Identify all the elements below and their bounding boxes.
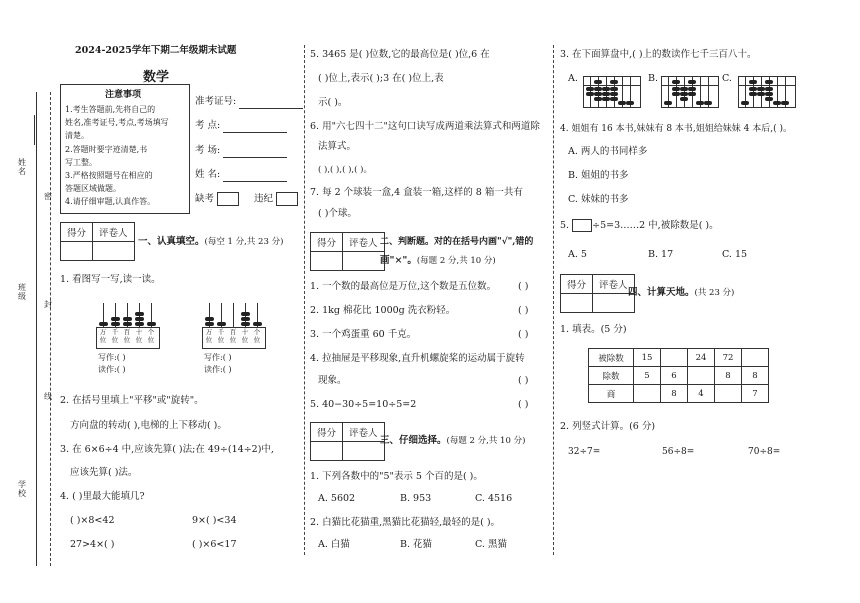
vertical-calc-c[interactable]: 70÷8= — [748, 447, 781, 457]
grader-label: 评卷人 — [343, 423, 385, 442]
table-cell[interactable] — [688, 367, 715, 385]
table-cell[interactable] — [715, 385, 742, 403]
grader-label: 评卷人 — [593, 275, 635, 294]
q4-text: 4. ( )里最大能填几? — [60, 491, 145, 502]
table-cell[interactable] — [661, 349, 688, 367]
abacus-option-a — [583, 76, 641, 108]
q6-answers[interactable]: ( ),( ),( ),( )。 — [318, 165, 372, 175]
table-cell[interactable]: 15 — [634, 349, 661, 367]
grader-cell[interactable] — [93, 242, 135, 261]
judge-3: 3. 一个鸡蛋重 60 千克。 — [310, 329, 417, 340]
seal-mark-3: 线 — [44, 392, 52, 401]
table-cell[interactable] — [742, 349, 769, 367]
abacus-label: 十位 — [135, 328, 143, 344]
seal-mark-2: 封 — [44, 300, 52, 309]
absent-checkbox[interactable] — [217, 192, 239, 206]
table-cell: 商 — [589, 385, 634, 403]
section-4-heading: 四、计算天地。(共 23 分) — [628, 287, 735, 298]
judge-4-answer[interactable]: ( ) — [518, 375, 529, 386]
q5-text: 5. 3465 是( )位数,它的最高位是( )位,6 在 — [310, 49, 490, 60]
abacus-label: 万位 — [99, 328, 107, 344]
choice-4-option-b[interactable]: B. 姐姐的书多 — [568, 170, 629, 181]
margin-label-school: 学校 — [18, 480, 26, 498]
judge-1: 1. 一个数的最高位是万位,这个数是五位数。 — [310, 281, 497, 292]
dividend-box[interactable] — [572, 219, 592, 232]
abacus-option-c — [738, 76, 796, 108]
q4-item-c[interactable]: 27>4×( ) — [70, 539, 115, 550]
exam-title: 2024-2025学年下期二年级期末试题 — [75, 45, 237, 56]
abacus-2 — [202, 303, 268, 349]
seal-line — [50, 92, 51, 566]
q6-line-2: 法算式。 — [318, 141, 357, 152]
q1-text: 1. 看图写一写,读一读。 — [60, 274, 161, 285]
absent-label: 缺考 — [195, 192, 239, 207]
table-cell[interactable]: 24 — [688, 349, 715, 367]
table-cell[interactable]: 5 — [634, 367, 661, 385]
choice-5-option-c[interactable]: C. 15 — [722, 249, 748, 260]
notice-lines — [65, 103, 169, 209]
table-cell[interactable]: 6 — [661, 367, 688, 385]
subject-title: 数学 — [143, 70, 170, 85]
table-cell[interactable]: 8 — [661, 385, 688, 403]
abacus-1-answers — [98, 352, 125, 376]
choice-2-option-b[interactable]: B. 花猫 — [400, 539, 433, 550]
score-table-3 — [310, 422, 385, 461]
section-2-heading: 二、判断题。对的在括号内画"√",错的 — [380, 237, 534, 247]
table-cell[interactable]: 4 — [688, 385, 715, 403]
column-divider-2 — [553, 45, 554, 555]
choice-5-option-b[interactable]: B. 17 — [648, 249, 674, 260]
choice-3-option-c[interactable]: C. — [722, 73, 732, 84]
score-table-2 — [310, 232, 385, 271]
site-field[interactable] — [223, 122, 287, 133]
score-cell[interactable] — [311, 442, 343, 461]
notice-line: 1.考生答题前,先将自己的 — [65, 105, 156, 114]
choice-3-option-a[interactable]: A. — [568, 73, 578, 84]
abacus-label: 万位 — [205, 328, 213, 344]
write-blank[interactable]: 写作:( ) — [98, 353, 126, 362]
judge-5: 5. 40−30÷5=10÷5=2 — [310, 399, 417, 410]
grader-label: 评卷人 — [343, 233, 385, 252]
notice-title: 注意事项 — [105, 90, 142, 100]
table-cell[interactable] — [634, 385, 661, 403]
q4-item-d[interactable]: ( )×6<17 — [192, 539, 237, 550]
score-cell[interactable] — [311, 252, 343, 271]
q4-item-a[interactable]: ( )×8<42 — [70, 515, 115, 526]
choice-1-option-b[interactable]: B. 953 — [400, 493, 432, 504]
judge-3-answer[interactable]: ( ) — [518, 329, 529, 340]
score-label: 得分 — [311, 233, 343, 252]
room-label: 考 场: — [195, 144, 287, 158]
section-2-heading-2: 画"×"。(每题 2 分,共 10 分) — [380, 255, 496, 266]
q7-text: 7. 每 2 个球装一盒,4 盒装一箱,这样的 8 箱一共有 — [310, 187, 523, 198]
exam-no-field[interactable] — [239, 98, 303, 109]
q2-text: 2. 在括号里填上"平移"或"旋转"。 — [60, 395, 204, 406]
table-cell[interactable]: 7 — [742, 385, 769, 403]
abacus-label: 十位 — [241, 328, 249, 344]
abacus-label: 个位 — [253, 328, 261, 344]
choice-5-option-a[interactable]: A. 5 — [568, 249, 587, 260]
grader-cell[interactable] — [343, 442, 385, 461]
grader-label: 评卷人 — [93, 223, 135, 242]
judge-2-answer[interactable]: ( ) — [518, 305, 529, 316]
choice-3: 3. 在下面算盘中,( )上的数读作七千三百八十。 — [560, 49, 757, 60]
name-label: 姓 名: — [195, 168, 287, 182]
judge-5-answer[interactable]: ( ) — [518, 399, 529, 410]
choice-4-option-a[interactable]: A. 两人的书同样多 — [568, 146, 648, 157]
section-3-heading: 三、仔细选择。(每题 2 分,共 10 分) — [380, 435, 526, 446]
table-cell[interactable]: 8 — [742, 367, 769, 385]
abacus-label: 千位 — [111, 328, 119, 344]
notice-line: 姓名,准考证号,考点,考场填写 — [65, 118, 169, 128]
choice-2: 2. 白猫比花猫重,黑猫比花猫轻,最轻的是( )。 — [310, 517, 501, 528]
fill-in-table — [588, 348, 769, 403]
judge-4: 4. 拉抽屉是平移现象,直升机螺旋桨的运动属于旋转 — [310, 353, 525, 364]
site-label: 考 点: — [195, 119, 287, 133]
q2-answer-line[interactable]: 方向盘的转动( ),电梯的上下移动( )。 — [70, 420, 227, 431]
violation-checkbox[interactable] — [276, 192, 298, 206]
score-table-4 — [560, 274, 635, 313]
table-cell: 被除数 — [589, 349, 634, 367]
q6-text: 6. 用"六七四十二"这句口诀写成两道乘法算式和两道除 — [310, 121, 540, 132]
q5-line-2[interactable]: ( )位上,表示( );3 在( )位上,表 — [318, 73, 444, 84]
read-blank[interactable]: 读作:( ) — [98, 365, 126, 374]
grader-cell[interactable] — [343, 252, 385, 271]
abacus-1 — [96, 303, 162, 349]
score-cell[interactable] — [561, 294, 593, 313]
table-cell[interactable]: 72 — [715, 349, 742, 367]
name-blank[interactable] — [34, 115, 36, 145]
q5-line-3[interactable]: 示( )。 — [318, 97, 348, 108]
q3-continued[interactable]: 应该先算( )法。 — [70, 467, 138, 478]
q4-item-b[interactable]: 9×( )<34 — [192, 515, 237, 526]
table-cell[interactable]: 8 — [715, 367, 742, 385]
exam-no-label: 准考证号: — [195, 95, 303, 109]
judge-2: 2. 1kg 棉花比 1000g 洗衣粉轻。 — [310, 305, 456, 316]
margin-label-name: 姓名 — [18, 158, 26, 176]
table-row — [589, 367, 769, 385]
choice-4: 4. 姐姐有 16 本书,妹妹有 8 本书,姐姐给妹妹 4 本后,( )。 — [560, 124, 792, 134]
judge-1-answer[interactable]: ( ) — [518, 281, 529, 292]
section-1-heading: 一、认真填空。(每空 1 分,共 23 分) — [138, 236, 284, 247]
notice-line: 答题区域做题。 — [65, 184, 121, 194]
read-blank[interactable]: 读作:( ) — [204, 365, 232, 374]
table-cell: 除数 — [589, 367, 634, 385]
table-row — [589, 349, 769, 367]
choice-1-option-a[interactable]: A. 5602 — [318, 493, 356, 504]
notice-line: 3.严格按照题号在相应的 — [65, 171, 153, 181]
margin-line-left — [36, 92, 37, 566]
margin-label-class: 班级 — [18, 283, 26, 301]
room-field[interactable] — [223, 147, 287, 158]
score-label: 得分 — [61, 223, 93, 242]
choice-2-option-c[interactable]: C. 黑猫 — [475, 539, 507, 550]
score-label: 得分 — [311, 423, 343, 442]
choice-1: 1. 下列各数中的"5"表示 5 个百的是( )。 — [310, 471, 483, 482]
vertical-calc-b[interactable]: 56÷8= — [662, 447, 695, 457]
notice-line: 清楚。 — [65, 131, 89, 141]
abacus-2-answers — [204, 352, 231, 376]
abacus-label: 百位 — [229, 328, 237, 344]
abacus-label: 个位 — [147, 328, 155, 344]
score-cell[interactable] — [61, 242, 93, 261]
write-blank[interactable]: 写作:( ) — [204, 353, 232, 362]
q7-line-2[interactable]: ( )个球。 — [318, 208, 357, 219]
violation-label: 违纪 — [254, 192, 298, 207]
abacus-label: 千位 — [217, 328, 225, 344]
choice-4-option-c[interactable]: C. 妹妹的书多 — [568, 194, 629, 205]
abacus-option-b — [661, 76, 719, 108]
vertical-calc-a[interactable]: 32÷7= — [568, 447, 601, 457]
score-table-1 — [60, 222, 135, 261]
notice-line: 2.答题时要字迹清楚,书 — [65, 144, 148, 154]
calc-2: 2. 列竖式计算。(6 分) — [560, 421, 656, 432]
column-divider-1 — [304, 45, 305, 555]
choice-2-option-a[interactable]: A. 白猫 — [318, 539, 350, 550]
calc-1: 1. 填表。(5 分) — [560, 324, 627, 335]
seal-mark-1: 密 — [44, 192, 52, 201]
choice-5: 5. ÷5=3……2 中,被除数是( )。 — [560, 220, 719, 231]
score-label: 得分 — [561, 275, 593, 294]
abacus-label: 百位 — [123, 328, 131, 344]
notice-line: 4.请仔细审题,认真作答。 — [65, 197, 156, 207]
name-field[interactable] — [223, 171, 287, 182]
choice-1-option-c[interactable]: C. 4516 — [475, 493, 513, 504]
notice-line: 写工整。 — [65, 157, 97, 167]
judge-4-line-2: 现象。 — [318, 375, 347, 386]
q3-text: 3. 在 6×6÷4 中,应该先算( )法;在 49÷(14÷2)中, — [60, 444, 274, 455]
choice-3-option-b[interactable]: B. — [648, 73, 659, 84]
table-row — [589, 385, 769, 403]
